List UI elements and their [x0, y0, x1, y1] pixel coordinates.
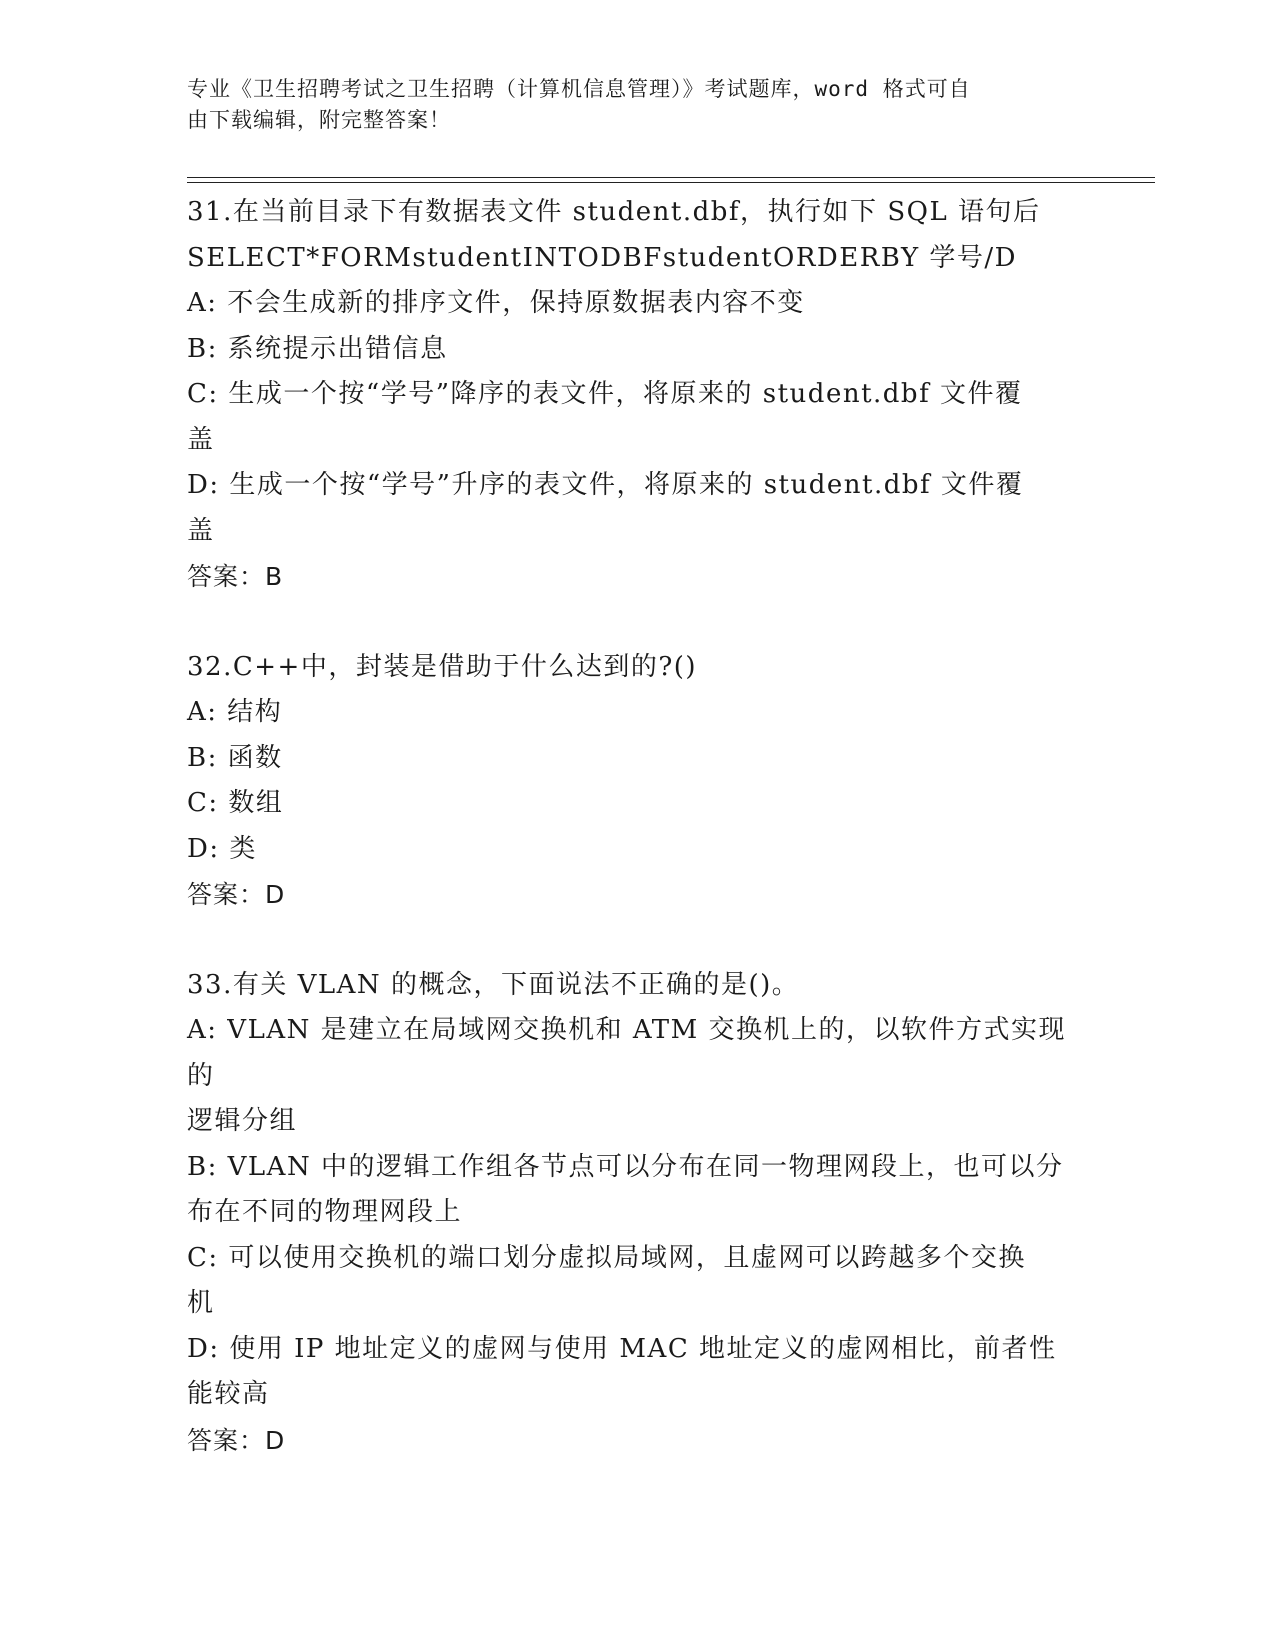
option-b: B: 系统提示出错信息	[187, 333, 448, 364]
option-c-continued: 机	[187, 1288, 215, 1318]
question-33	[187, 963, 1087, 1464]
question-stem: 31.在当前目录下有数据表文件 student.dbf，执行如下 SQL 语句后	[187, 197, 1041, 227]
question-stem-continued: SELECT*FORMstudentINTODBFstudentORDERBY 学号/D	[187, 242, 1017, 273]
option-d: D: 使用 IP 地址定义的虚网与使用 MAC 地址定义的虚网相比，前者性	[187, 1333, 1057, 1364]
question-stem: 32.C++中，封装是借助于什么达到的?()	[187, 651, 698, 682]
header-line-1: 专业《卫生招聘考试之卫生招聘（计算机信息管理）》考试题库，word 格式可自	[187, 77, 971, 101]
question-31	[187, 190, 1087, 600]
answer-label: 答案：D	[187, 880, 286, 909]
option-a-continued: 逻辑分组	[187, 1106, 298, 1136]
answer-label: 答案：B	[187, 562, 284, 591]
question-stem: 33.有关 VLAN 的概念，下面说法不正确的是()。	[187, 969, 800, 1000]
option-d: D: 生成一个按“学号”升序的表文件，将原来的 student.dbf 文件覆	[187, 470, 1024, 500]
answer-label: 答案：D	[187, 1425, 286, 1455]
header-line-2: 由下载编辑，附完整答案！	[187, 108, 451, 132]
option-a: A: VLAN 是建立在局域网交换机和 ATM 交换机上的，以软件方式实现的	[187, 1015, 1066, 1091]
option-c: C: 数组	[187, 788, 284, 818]
option-d: D: 类	[187, 833, 257, 864]
option-a: A: 不会生成新的排序文件，保持原数据表内容不变	[187, 288, 805, 318]
option-d-continued: 能较高	[187, 1379, 270, 1409]
option-c-continued: 盖	[187, 424, 215, 455]
option-c: C: 可以使用交换机的端口划分虚拟局域网，且虚网可以跨越多个交换	[187, 1242, 1026, 1273]
option-b: B: 函数	[187, 742, 283, 773]
option-b-continued: 布在不同的物理网段上	[187, 1197, 463, 1227]
document-header	[187, 74, 1087, 136]
option-a: A: 结构	[187, 697, 283, 727]
option-c: C: 生成一个按“学号”降序的表文件，将原来的 student.dbf 文件覆	[187, 379, 1023, 409]
question-list	[187, 190, 1087, 1508]
question-32	[187, 645, 1087, 918]
option-d-continued: 盖	[187, 515, 215, 546]
header-divider-top	[187, 177, 1155, 178]
option-b: B: VLAN 中的逻辑工作组各节点可以分布在同一物理网段上，也可以分	[187, 1151, 1064, 1182]
header-divider-bottom	[187, 182, 1155, 183]
